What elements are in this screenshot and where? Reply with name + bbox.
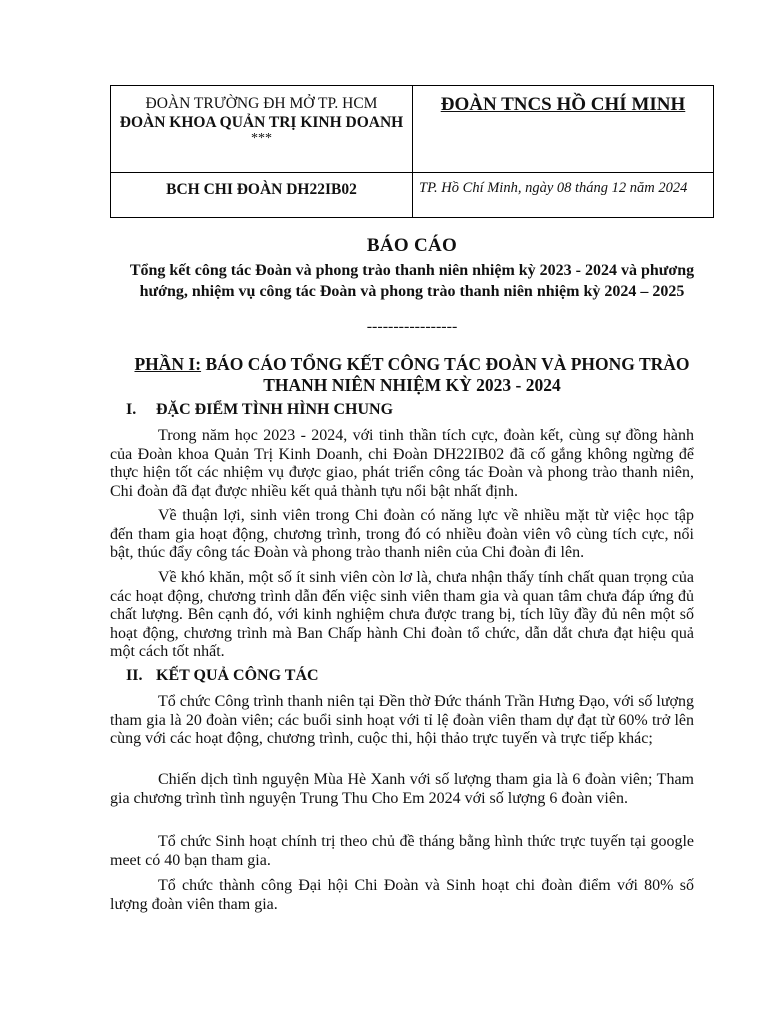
faculty-union-name: ĐOÀN KHOA QUẢN TRỊ KINH DOANH xyxy=(119,114,404,131)
paragraph: Tổ chức Công trình thanh niên tại Đền thờ Đức thánh Trần Hưng Đạo, với số lượng tham gia là 20 đoàn viên; các buổi sinh hoạt với tỉ lệ đoàn viên tham dự đạt từ 60% trở lên cùng với các hoạt động, chương trình, cuộc thi, hội thảo trực tuyến và trực tiếp khác; xyxy=(110,693,695,747)
paragraph: Về khó khăn, một số ít sinh viên còn lơ là, chưa nhận thấy tính chất quan trọng của các hoạt động, chương trình dẫn đến việc sinh viên tham gia và quan tâm chưa đáp ứng đủ chất lượng. Bên cạnh đó, với kinh nghiệm chưa được trang bị, tích lũy đầy đủ nên một số hoạt động, chương trình mà Ban Chấp hành Chi đoàn tổ chức, dẫn dắt chưa đạt hiệu quả một cách tốt nhất. xyxy=(110,569,694,660)
paragraph: Chiến dịch tình nguyện Mùa Hè Xanh với số lượng tham gia là 6 đoàn viên; Tham gia chương trình tình nguyện Trung Thu Cho Em 2024 với số lượng 6 đoàn viên. xyxy=(110,771,694,807)
paragraph: Trong năm học 2023 - 2024, với tinh thần tích cực, đoàn kết, cùng sự đồng hành của Đoàn khoa Quản Trị Kinh Doanh, chi Đoàn DH22IB02 đã cố gắng không ngừng để thực hiện tốt các nhiệm vụ được giao, phát triển công tác Đoàn và phong trào thanh niên, Chi đoàn đã đạt được nhiều kết quả thành tựu nổi bật nhất định. xyxy=(110,427,694,500)
part-title: BÁO CÁO TỔNG KẾT CÔNG TÁC ĐOÀN VÀ PHONG TRÀO THANH NIÊN NHIỆM KỲ 2023 - 2024 xyxy=(205,354,690,395)
section-number: II. xyxy=(126,667,143,684)
organization-title: ĐOÀN TNCS HỒ CHÍ MINH xyxy=(440,94,686,115)
header-table xyxy=(110,85,714,218)
branch-name: BCH CHI ĐOÀN DH22IB02 xyxy=(166,181,357,198)
date-cell xyxy=(413,173,714,218)
section-title: KẾT QUẢ CÔNG TÁC xyxy=(156,667,319,684)
school-union-name: ĐOÀN TRƯỜNG ĐH MỞ TP. HCM xyxy=(145,95,378,112)
report-subtitle: Tổng kết công tác Đoàn và phong trào thanh niên nhiệm kỳ 2023 - 2024 và phương hướng, nhiệm vụ công tác Đoàn và phong trào thanh niên nhiệm kỳ 2024 – 2025 xyxy=(129,262,695,300)
section-number: I. xyxy=(126,401,137,418)
section-title: ĐẶC ĐIỂM TÌNH HÌNH CHUNG xyxy=(156,401,394,418)
branch-cell xyxy=(111,173,413,218)
report-separator: ----------------- xyxy=(366,318,458,335)
document-date: TP. Hồ Chí Minh, ngày 08 tháng 12 năm 2024 xyxy=(419,180,688,196)
report-title: BÁO CÁO xyxy=(366,235,458,256)
section-heading-1 xyxy=(126,401,393,419)
paragraph: Tổ chức thành công Đại hội Chi Đoàn và Sinh hoạt chi đoàn điểm với 80% số lượng đoàn viên tham gia. xyxy=(110,877,694,913)
part-heading xyxy=(110,354,714,396)
part-label: PHẦN I: xyxy=(134,354,202,374)
header-right-cell xyxy=(413,86,714,173)
section-heading-2 xyxy=(126,667,319,685)
header-left-cell xyxy=(111,86,413,173)
paragraph: Tổ chức Sinh hoạt chính trị theo chủ đề tháng bằng hình thức trực tuyến tại google meet có 40 bạn tham gia. xyxy=(110,833,694,869)
stars-divider: *** xyxy=(251,131,272,146)
paragraph: Về thuận lợi, sinh viên trong Chi đoàn có năng lực về nhiều mặt từ việc học tập đến tham gia hoạt động, chương trình, trong đó có nhiều đoàn viên vô cùng tích cực, nổi bật, thúc đẩy công tác Đoàn và phong trào thanh niên của Chi đoàn đi lên. xyxy=(110,507,694,561)
